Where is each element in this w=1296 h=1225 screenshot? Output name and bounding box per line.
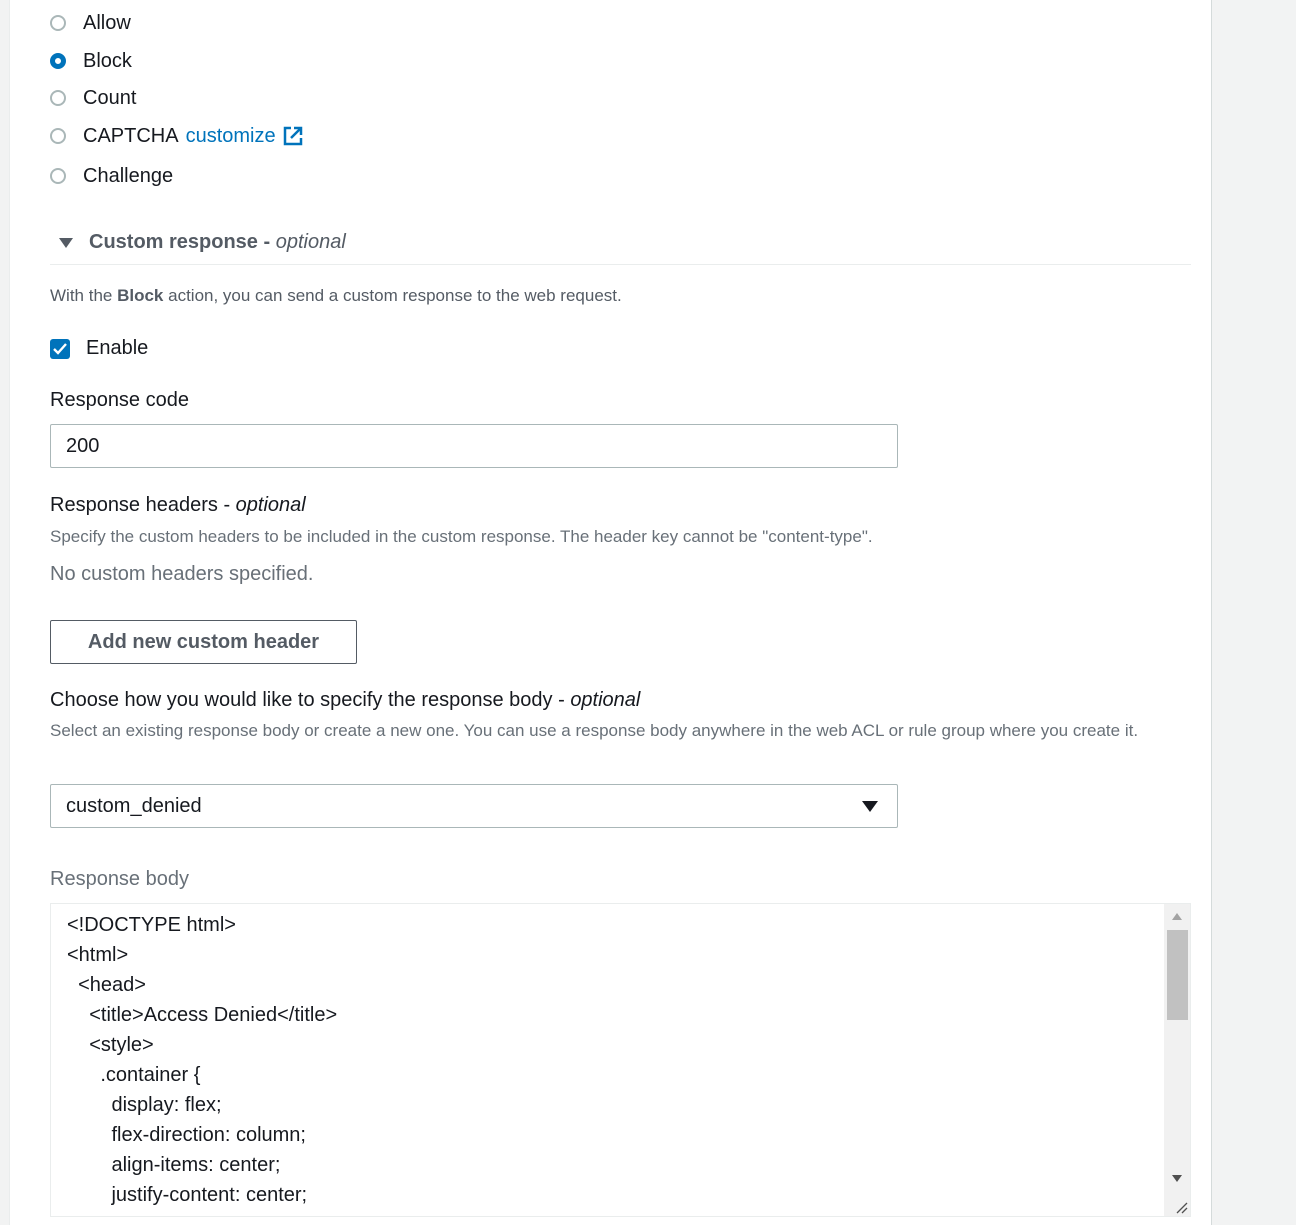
response-body-choice-label: Choose how you would like to specify the response body - optional [50,689,641,711]
radio-button[interactable] [50,90,66,106]
response-body-select[interactable] [50,784,898,828]
code-line: flex-direction: column; [67,1124,306,1146]
add-custom-header-button[interactable]: Add new custom header [50,620,357,664]
radio-allow[interactable] [50,10,131,36]
response-body-label: Response body [50,868,189,890]
radio-count[interactable] [50,85,136,111]
response-code-label: Response code [50,389,189,411]
code-line: align-items: center; [67,1154,281,1176]
response-body-choice-description: Select an existing response body or create a new one. You can use a response body anywhere in the web ACL or rule group where you create it. [50,721,1139,740]
resize-handle-icon[interactable] [1174,1200,1188,1214]
enable-checkbox-row[interactable] [50,337,148,360]
response-body-textarea[interactable] [50,903,1191,1217]
no-headers-text: No custom headers specified. [50,563,314,585]
radio-label-block: Block [83,49,132,72]
scroll-down-arrow-icon[interactable] [1172,1175,1182,1182]
scroll-up-arrow-icon[interactable] [1172,913,1182,920]
rule-action-panel [9,0,1212,1225]
vertical-scrollbar[interactable] [1164,904,1190,1216]
response-headers-label: Response headers - optional [50,494,306,516]
code-line: .container { [67,1064,201,1086]
radio-button[interactable] [50,168,66,184]
custom-response-description: With the Block action, you can send a custom response to the web request. [50,286,622,305]
code-line: <style> [67,1034,154,1056]
checkmark-icon [52,341,68,357]
radio-label-count: Count [83,86,137,109]
custom-response-title: Custom response - optional [89,231,346,253]
radio-button[interactable] [50,15,66,31]
radio-block[interactable] [50,48,132,74]
enable-label: Enable [86,337,149,359]
radio-button[interactable] [50,128,66,144]
scrollbar-thumb[interactable] [1167,930,1188,1020]
caret-down-icon [59,238,73,248]
radio-captcha[interactable] [50,123,304,149]
caret-down-icon [862,801,878,812]
code-line: <!DOCTYPE html> [67,914,236,936]
response-body-select-value: custom_denied [66,794,202,817]
radio-label-captcha: CAPTCHA [83,124,179,147]
external-link-icon[interactable] [282,125,304,147]
enable-checkbox[interactable] [50,339,70,359]
radio-button-selected[interactable] [50,53,66,69]
radio-label-challenge: Challenge [83,164,174,187]
response-code-input[interactable] [50,424,898,468]
code-line: <head> [67,974,146,996]
response-code-value: 200 [66,434,100,457]
captcha-customize-link[interactable]: customize [185,124,276,147]
radio-label-allow: Allow [83,11,131,34]
radio-challenge[interactable] [50,163,173,189]
custom-response-expander[interactable] [50,228,1191,265]
code-line: justify-content: center; [67,1184,308,1206]
response-headers-description: Specify the custom headers to be included in the custom response. The header key cannot be "content-type". [50,527,873,546]
code-line: <html> [67,944,129,966]
code-line: display: flex; [67,1094,222,1116]
code-line: <title>Access Denied</title> [67,1004,338,1026]
